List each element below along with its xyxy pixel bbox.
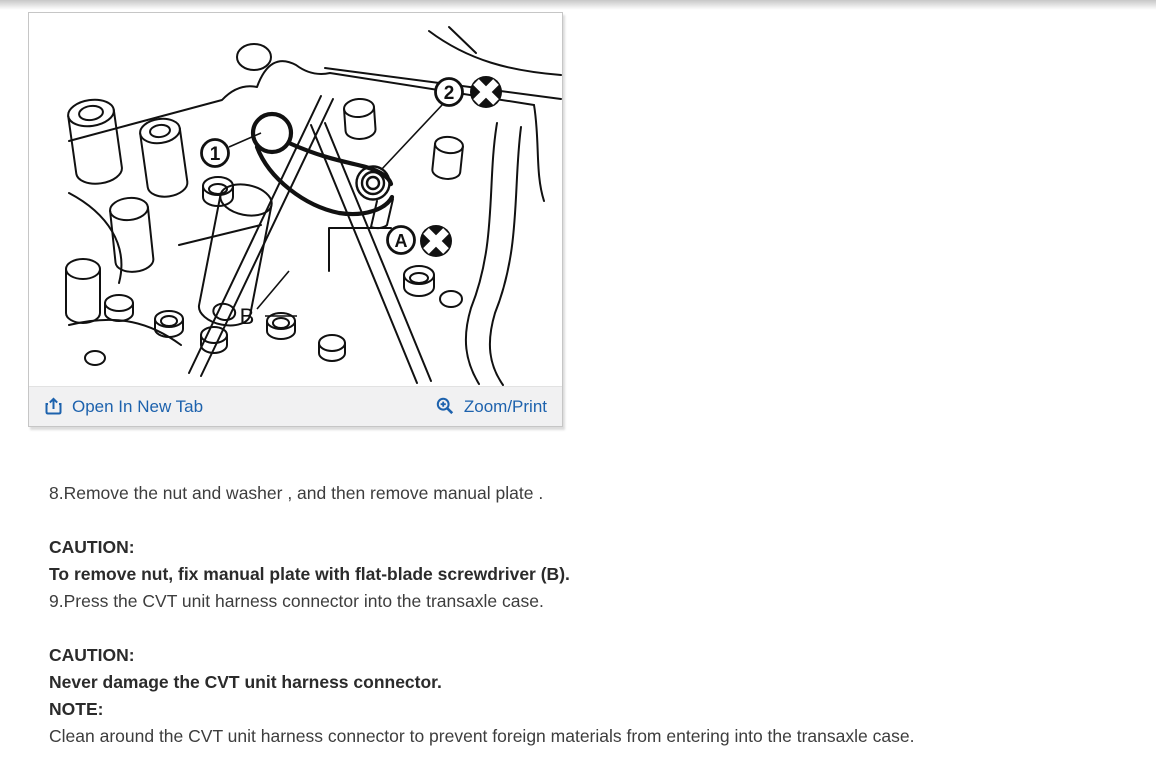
zoom-in-icon — [436, 397, 455, 416]
zoom-print-link[interactable] — [436, 397, 547, 417]
valve-body-diagram — [29, 13, 562, 386]
caution-label-2: CAUTION: — [49, 645, 135, 665]
svg-text:2: 2 — [443, 83, 455, 104]
step-9-text: 9.Press the CVT unit harness connector into the transaxle case. — [49, 591, 544, 611]
caution-1-text: To remove nut, fix manual plate with flat-blade screwdriver (B). — [49, 564, 570, 584]
zoom-print-label: Zoom/Print — [463, 396, 547, 416]
svg-text:1: 1 — [209, 144, 221, 165]
caution-2-text: Never damage the CVT unit harness connector. — [49, 672, 442, 692]
prohibition-icon — [420, 225, 452, 257]
note-label: NOTE: — [49, 699, 104, 719]
diagram-figure — [29, 13, 562, 386]
instruction-text — [49, 480, 1129, 750]
figure-toolbar — [29, 386, 562, 426]
note-text: Clean around the CVT unit harness connector to prevent foreign materials from entering into the transaxle case. — [49, 726, 915, 746]
figure-card — [28, 12, 563, 427]
open-in-new-tab-icon — [44, 397, 63, 416]
open-in-new-tab-link[interactable] — [44, 397, 203, 417]
open-in-new-tab-label: Open In New Tab — [72, 396, 204, 416]
svg-text:A: A — [394, 231, 408, 251]
step-8-text: 8.Remove the nut and washer , and then remove manual plate . — [49, 483, 544, 503]
manual-plate-nut — [357, 167, 390, 200]
callout-1 — [202, 140, 229, 167]
callout-a — [388, 227, 415, 254]
prohibition-icon — [470, 76, 502, 108]
callout-b: B — [239, 304, 255, 329]
spacer — [49, 507, 1129, 534]
caution-label: CAUTION: — [49, 537, 135, 557]
top-edge-shadow — [0, 0, 1156, 11]
leader-lines — [229, 104, 443, 316]
spacer — [49, 615, 1129, 642]
callout-2 — [436, 79, 463, 106]
